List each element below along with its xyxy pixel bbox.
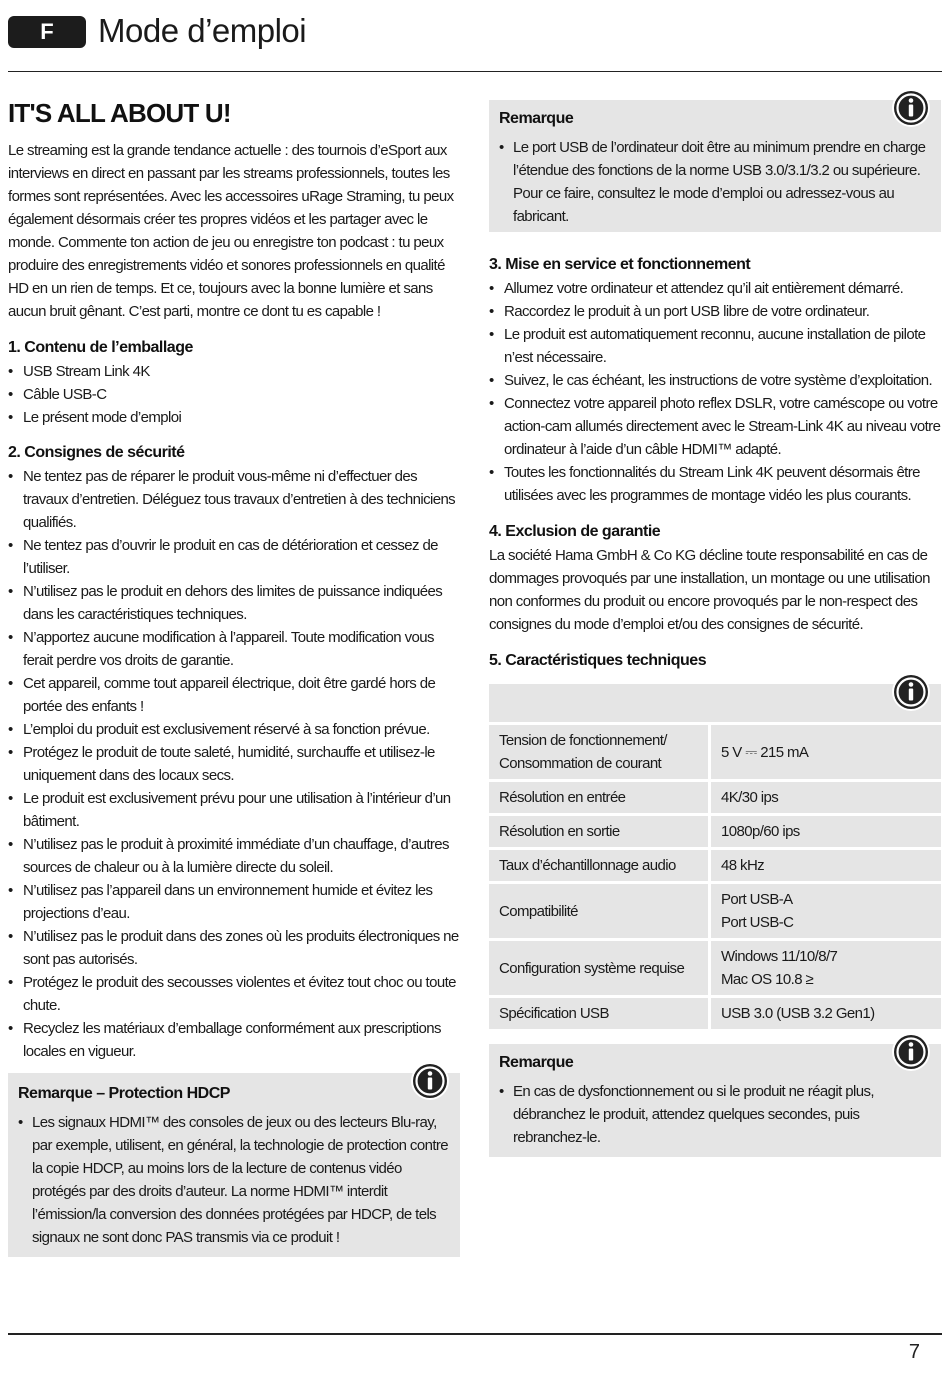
list-item: • Toutes les fonctionnalités du Stream Link 4K peuvent désormais être utilisées avec les programmes de montage vidéo les plus courants. [489, 461, 941, 507]
note-malfunction-title: Remarque [499, 1054, 574, 1071]
list-item: • Protégez le produit de toute saleté, humidité, surchauffe et utilisez-le uniquement dans des locaux secs. [8, 741, 460, 787]
info-icon [891, 672, 931, 712]
table-row [489, 816, 941, 850]
spec-label [489, 850, 711, 884]
note-hdcp-box [8, 1073, 460, 1257]
list-item: • Connectez votre appareil photo reflex DSLR, votre caméscope ou votre action-cam allumés directement avec le Stream-Link 4K au niveau votre ordinateur à l’aide d’un câble HDMI™ adapté. [489, 392, 941, 461]
note-hdcp-title: Remarque – Protection HDCP [18, 1085, 230, 1102]
info-icon [891, 88, 931, 128]
footer-divider [8, 1333, 942, 1335]
package-contents-list [8, 360, 460, 429]
spec-value [711, 816, 941, 850]
spec-value-line: 1080p/60 ips [721, 823, 800, 840]
list-item: • N’apportez aucune modification à l’appareil. Toute modification vous ferait perdre vos droits de garantie. [8, 626, 460, 672]
section-2-title: 2. Consignes de sécurité [8, 444, 185, 461]
spec-value [711, 884, 941, 941]
spec-value [711, 850, 941, 884]
list-item: • Le présent mode d’emploi [8, 406, 460, 429]
table-row [489, 998, 941, 1032]
left-column [8, 90, 460, 1257]
spec-value-line: 5 V ⎓ 215 mA [721, 743, 809, 761]
language-badge: F [8, 16, 86, 48]
section-5-title: 5. Caractéristiques techniques [489, 652, 707, 669]
intro-paragraph: Le streaming est la grande tendance actuelle : des tournois d’eSport aux interviews en direct en passant par les streams professionnels, toutes les formes sont représentées. Avec les accessoires uRage Straming, tu peux également désormais créer tes propres vidéos et les partager avec le monde. Commente ton action de jeu ou enregistre ton podcast : tu peux produire des enregistrements vidéo et sonores professionnels en qualité HD en un rien de temps. Et ce, toujours avec la bonne lumière et sans aucun bruit gênant. C’est parti, montre ce dont tu es capable ! [8, 142, 454, 320]
list-item: • N’utilisez pas le produit en dehors des limites de puissance indiquées dans les caractéristiques techniques. [8, 580, 460, 626]
section-4-title: 4. Exclusion de garantie [489, 523, 661, 540]
note-usb-text: • Le port USB de l’ordinateur doit être au minimum prendre en charge l’étendue des fonctions de la norme USB 3.0/3.1/3.2 ou supérieure. Pour ce faire, consultez le mode d’emploi ou adressez-vous au fabricant. [499, 136, 931, 228]
spec-label-line: Taux d’échantillonnage audio [499, 857, 676, 874]
spec-value-line: Port USB-A [721, 891, 793, 908]
table-row [489, 782, 941, 816]
list-item: • Recyclez les matériaux d’emballage conformément aux prescriptions locales en vigueur. [8, 1017, 460, 1063]
spec-label-line: Spécification USB [499, 1005, 609, 1022]
list-item: • N’utilisez pas le produit dans des zones où les produits électroniques ne sont pas autorisés. [8, 925, 460, 971]
table-row [489, 725, 941, 782]
spec-value [711, 782, 941, 816]
list-item: • Le produit est automatiquement reconnu, aucune installation de pilote n’est nécessaire. [489, 323, 941, 369]
header-divider [8, 71, 942, 72]
specs-table-header [489, 684, 941, 722]
note-usb-title: Remarque [499, 110, 574, 127]
spec-label [489, 725, 711, 782]
section-3-title: 3. Mise en service et fonctionnement [489, 256, 751, 273]
spec-label-line: Compatibilité [499, 902, 578, 920]
list-item: • N’utilisez pas l’appareil dans un environnement humide et évitez les projections d’eau. [8, 879, 460, 925]
spec-value-line: Mac OS 10.8 ≥ [721, 971, 814, 988]
page-number: 7 [908, 1341, 920, 1363]
list-item: • Cet appareil, comme tout appareil électrique, doit être gardé hors de portée des enfants ! [8, 672, 460, 718]
list-item: • N’utilisez pas le produit à proximité immédiate d’un chauffage, d’autres sources de chaleur ou à la lumière directe du soleil. [8, 833, 460, 879]
list-item: • Câble USB-C [8, 383, 460, 406]
table-row [489, 884, 941, 941]
safety-list [8, 465, 460, 1063]
spec-label-line: Tension de fonctionnement/ [499, 732, 667, 749]
right-column [489, 100, 941, 1157]
table-row [489, 941, 941, 998]
spec-label-line: Résolution en entrée [499, 789, 626, 806]
spec-value [711, 941, 941, 998]
section-1-title: 1. Contenu de l’emballage [8, 339, 193, 356]
spec-label-line: Consommation de courant [499, 755, 662, 772]
spec-value-line: USB 3.0 (USB 3.2 Gen1) [721, 1005, 875, 1022]
specs-table [489, 725, 941, 1032]
spec-label-line: Configuration système requise [499, 959, 685, 977]
spec-value [711, 998, 941, 1032]
info-icon [410, 1061, 450, 1101]
list-item: • L’emploi du produit est exclusivement réservé à sa fonction prévue. [8, 718, 460, 741]
note-malfunction-box [489, 1044, 941, 1157]
info-icon [891, 1032, 931, 1072]
note-hdcp-text: • Les signaux HDMI™ des consoles de jeux ou des lecteurs Blu-ray, par exemple, utilisent, en général, la technologie de protection contre la copie HDCP, au moins lors de la lecture de contenus vidéo protégés par des droits d’auteur. La norme HDMI™ interdit l’émission/la conversion des données protégées par HDCP, de tels signaux ne sont donc PAS transmis via ce produit ! [18, 1111, 450, 1249]
list-item: • Ne tentez pas d’ouvrir le produit en cas de détérioration et cessez de l’utiliser. [8, 534, 460, 580]
spec-label [489, 941, 711, 998]
list-item: • Raccordez le produit à un port USB libre de votre ordinateur. [489, 300, 941, 323]
spec-value-line: Windows 11/10/8/7 [721, 948, 838, 965]
list-item: • Protégez le produit des secousses violentes et évitez tout choc ou toute chute. [8, 971, 460, 1017]
spec-value-line: Port USB-C [721, 914, 794, 931]
page-header [8, 12, 942, 72]
warranty-text: La société Hama GmbH & Co KG décline toute responsabilité en cas de dommages provoqués par une installation, un montage ou une utilisation non conformes du produit ou encore provoqués par le non-respect des consignes du mode d’emploi et/ou des consignes de sécurité. [489, 547, 930, 633]
spec-value-line: 4K/30 ips [721, 789, 779, 806]
spec-label [489, 782, 711, 816]
spec-label [489, 816, 711, 850]
list-item: • USB Stream Link 4K [8, 360, 460, 383]
list-item: • Allumez votre ordinateur et attendez qu’il ait entièrement démarré. [489, 277, 941, 300]
operation-list [489, 277, 941, 507]
note-usb-box [489, 100, 941, 232]
note-malfunction-text: • En cas de dysfonctionnement ou si le produit ne réagit plus, débranchez le produit, attendez quelques secondes, puis rebranchez-le. [499, 1080, 931, 1149]
list-item: • Suivez, le cas échéant, les instructions de votre système d’exploitation. [489, 369, 941, 392]
intro-heading: IT'S ALL ABOUT U! [8, 98, 231, 128]
spec-label [489, 998, 711, 1032]
document-title: Mode d’emploi [98, 12, 307, 49]
spec-label [489, 884, 711, 941]
list-item: • Le produit est exclusivement prévu pour une utilisation à l’intérieur d’un bâtiment. [8, 787, 460, 833]
spec-value-line: 48 kHz [721, 857, 765, 874]
list-item: • Ne tentez pas de réparer le produit vous-même ni d’effectuer des travaux d’entretien. Déléguez tous travaux d’entretien à des techniciens qualifiés. [8, 465, 460, 534]
spec-value [711, 725, 941, 782]
table-row [489, 850, 941, 884]
spec-label-line: Résolution en sortie [499, 823, 620, 840]
